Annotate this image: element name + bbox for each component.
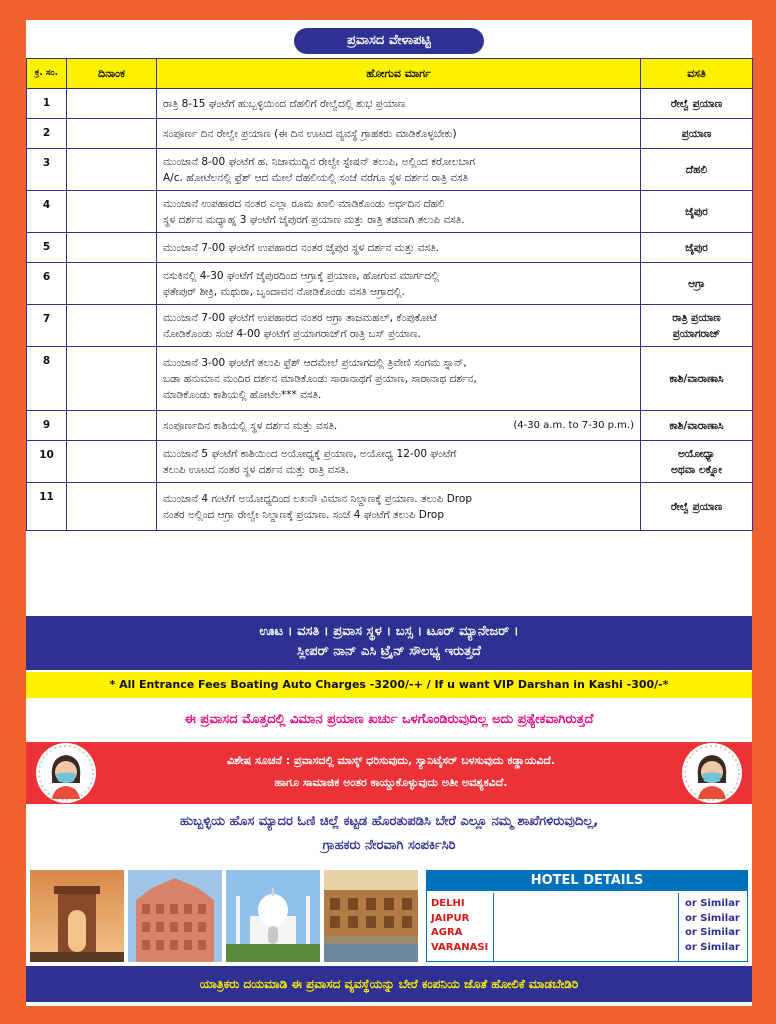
row-number: 10 [27, 441, 67, 483]
stay-line: ದೆಹಲಿ [685, 163, 708, 176]
hotel-similar: or Similar [685, 898, 740, 909]
stay-line: ರಾತ್ರಿ ಪ್ರಯಾಣ [672, 311, 721, 324]
row-date [67, 233, 157, 263]
hotel-city: DELHI [431, 898, 465, 909]
alert-line-1: ವಿಶೇಷ ಸೂಚನೆ : ಪ್ರವಾಸದಲ್ಲಿ ಮಾಸ್ಕ್ ಧರಿಸುವುದು, ಸ್ಯಾನಿಟೈಸರ್ ಬಳಸುವುದು ಕಡ್ಡಾಯವಿದೆ. [226, 754, 556, 767]
row-number: 1 [27, 89, 67, 119]
route-line: ಫತೇಪುರ್ ಶೀಕ್ರಿ, ಮಥುರಾ, ಬೃಂದಾವನ ನೋಡಿಕೊಂಡು ವಸತಿ ಆಗ್ರಾದಲ್ಲಿ. [163, 285, 406, 298]
route-line: ಸಂಪೂರ್ಣದಿನ ಕಾಶಿಯಲ್ಲಿ ಸ್ಥಳ ದರ್ಶನ ಮತ್ತು ವಸತಿ. [163, 419, 338, 432]
route-line: ಮುಂಜಾನೆ 8-00 ಘಂಟೆಗೆ ಹ. ನಿಜಾಮುದ್ದಿನ ರೇಲ್ವೇ ಸ್ಟೇಷನ್ ತಲುಪಿ, ಅಲ್ಲಿಂದ ಕರೋಲಬಾಗ [163, 155, 476, 168]
row-stay [641, 119, 753, 149]
table-row [27, 89, 753, 119]
route-line: ನೋಡಿಕೊಂಡು ಸಂಜೆ 4-00 ಘಂಟೆಗೆ ಪ್ರಯಾಗರಾಜ್‌ಗೆ ರಾತ್ರಿ ಬಸ್ ಪ್ರಯಾಣ. [163, 327, 421, 340]
stay-line: ರೇಲ್ವೆ ಪ್ರಯಾಣ [670, 97, 723, 110]
stay-line: ಪ್ರಯಾಣ [681, 127, 712, 140]
row-route [157, 233, 641, 263]
route-line: ಮುಂಜಾನೆ 3-00 ಘಂಟೆಗೆ ತಲುಪಿ ಫ್ರೆಶ್ ಆದಮೇಲೆ ಪ್ರಯಾಗದಲ್ಲಿ ತ್ರಿವೇಣಿ ಸಂಗಮ ಸ್ನಾನ್, [163, 356, 467, 369]
hotel-city: AGRA [431, 927, 463, 938]
row-route [157, 411, 641, 441]
row-date [67, 347, 157, 411]
row-route [157, 89, 641, 119]
mask-person-icon [36, 743, 96, 803]
route-line: ಸಂಪೂರ್ಣ ದಿನ ರೇಲ್ವೇ ಪ್ರಯಾಣ (ಈ ದಿನ ಊಟದ ವ್ಯವಸ್ಥೆ ಗ್ರಾಹಕರು ಮಾಡಿಕೊಳ್ಳಬೇಕು) [163, 127, 457, 140]
table-row [27, 191, 753, 233]
header-serial: ಕ್ರ. ಸಂ. [27, 59, 67, 89]
stay-line: ಅಯೋಧ್ಯಾ [677, 447, 715, 460]
facilities-line-2: ಸ್ಲೀಪರ್ ನಾನ್ ಎಸಿ ಟ್ರೈನ್ ಸೌಲಭ್ಯ ಇರುತ್ತದೆ [297, 644, 481, 659]
row-route [157, 119, 641, 149]
row-route [157, 305, 641, 347]
row-stay [641, 441, 753, 483]
footer-notice: ಯಾತ್ರಿಕರು ದಯಮಾಡಿ ಈ ಪ್ರವಾಸದ ವ್ಯವಸ್ಥೆಯನ್ನು ಬೇರೆ ಕಂಪನಿಯ ಜೊತೆ ಹೋಲಿಕೆ ಮಾಡಬೇಡಿರಿ [26, 966, 752, 1002]
row-number: 8 [27, 347, 67, 411]
branch-notice [26, 810, 752, 862]
row-stay [641, 89, 753, 119]
row-stay [641, 347, 753, 411]
hotel-similar-list [685, 897, 747, 955]
row-number: 11 [27, 483, 67, 531]
table-row [27, 483, 753, 531]
table-row [27, 263, 753, 305]
route-line: ಮುಂಜಾನೆ 5 ಘಂಟೆಗೆ ಕಾಶಿಯಿಂದ ಅಯೋಧ್ಯಕ್ಕೆ ಪ್ರಯಾಣ, ಅಯೋಧ್ಯ 12-00 ಘಂಟೆಗೆ [163, 447, 457, 460]
row-date [67, 483, 157, 531]
row-number: 9 [27, 411, 67, 441]
route-line: ಮಾಡಿಕೊಂಡು ಕಾಶಿಯಲ್ಲಿ ಹೋಟೆಲ*** ವಸತಿ. [163, 388, 322, 401]
row-route [157, 441, 641, 483]
route-line: ಮುಂಜಾನೆ 4 ಗಂಟೆಗೆ ಅಯೋಧ್ಯದಿಂದ ಲಖನೌ ವಿಮಾನ ನಿಲ್ದಾಣಕ್ಕೆ ಪ್ರಯಾಣ. ತಲುಪಿ Drop [163, 492, 472, 505]
row-route [157, 149, 641, 191]
alert-line-2: ಹಾಗೂ ಸಾಮಾಜಿಕ ಅಂತರ ಕಾಯ್ದುಕೊಳ್ಳುವುದು ಅತೀ ಅವಶ್ಯಕವಿದೆ. [274, 776, 508, 789]
row-date [67, 119, 157, 149]
row-date [67, 191, 157, 233]
india-gate-photo [30, 870, 124, 962]
row-date [67, 263, 157, 305]
table-row [27, 149, 753, 191]
row-number: 2 [27, 119, 67, 149]
stay-line: ಪ್ರಯಾಗರಾಜ್ [672, 327, 721, 340]
safety-alert [26, 742, 752, 804]
header-route: ಹೋಗುವ ಮಾರ್ಗ [157, 59, 641, 89]
stay-line: ಜೈಪುರ [685, 241, 708, 254]
row-route [157, 347, 641, 411]
row-stay [641, 233, 753, 263]
row-date [67, 411, 157, 441]
hotel-names-box [493, 893, 679, 961]
hotel-similar: or Similar [685, 941, 740, 953]
charges-banner: * All Entrance Fees Boating Auto Charges -3200/-+ / If u want VIP Darshan in Kashi -300/-* [26, 672, 752, 698]
varanasi-ghat-photo [324, 870, 418, 962]
alert-text [96, 750, 686, 794]
row-number: 4 [27, 191, 67, 233]
stay-line: ಜೈಪುರ [685, 205, 708, 218]
row-stay [641, 305, 753, 347]
stay-line: ಕಾಶಿ/ವಾರಾಣಾಸಿ [669, 419, 724, 432]
table-row [27, 119, 753, 149]
route-line: ನಂತರ ಅಲ್ಲಿಂದ ಆಗ್ರಾ ರೇಲ್ವೇ ನಿಲ್ದಾಣಕ್ಕೆ ಪ್ರಯಾಣ. ಸಂಜೆ 4 ಘಂಟೆಗೆ ತಲುಪಿ Drop [163, 508, 445, 521]
stay-line: ಕಾಶಿ/ವಾರಾಣಾಸಿ [669, 372, 724, 385]
header-date: ದಿನಾಂಕ [67, 59, 157, 89]
hotel-cities [431, 897, 491, 955]
route-line: ಬಡಾ ಹನುಮಾನ ಮಂದಿರ ದರ್ಶನ ಮಾಡಿಕೊಂಡು ಸಾರಾನಾಥಗೆ ಪ್ರಯಾಣ, ಸಾರಾನಾಥ ದರ್ಶನ, [163, 372, 477, 385]
row-route [157, 191, 641, 233]
row-stay [641, 411, 753, 441]
page-title: ಪ್ರವಾಸದ ವೇಳಾಪಟ್ಟಿ [294, 28, 484, 54]
row-stay [641, 191, 753, 233]
route-line: ಮುಂಜಾನೆ 7-00 ಘಂಟೆಗೆ ಉಪಹಾರದ ನಂತರ ಆಗ್ರಾ ತಾಜಮಹಲ್, ಕೆಂಪುಕೋಟೆ [163, 311, 437, 324]
stay-line: ಆಗ್ರಾ [688, 277, 705, 290]
row-stay [641, 149, 753, 191]
row-number: 3 [27, 149, 67, 191]
destination-photos [30, 870, 422, 962]
route-time-note: (4-30 a.m. to 7-30 p.m.) [513, 419, 634, 431]
row-date [67, 305, 157, 347]
branch-line-1: ಹುಬ್ಬಳ್ಳಿಯ ಹೊಸ ಮ್ಯಾದರ ಓಣಿ ಚಿಲ್ಲೆ ಕಟ್ಟಡ ಹೊರತುಪಡಿಸಿ ಬೇರೆ ಎಲ್ಲೂ ನಮ್ಮ ಶಾಖೆಗಳಿರುವುದಿಲ್ಲ, [179, 814, 599, 829]
stay-line: ಅಥವಾ ಲಕ್ನೋ [671, 463, 722, 476]
hotel-details-title: HOTEL DETAILS [427, 871, 747, 891]
row-stay [641, 263, 753, 305]
itinerary-poster [26, 20, 752, 1006]
row-date [67, 441, 157, 483]
table-row [27, 441, 753, 483]
table-row [27, 233, 753, 263]
row-route [157, 263, 641, 305]
table-row [27, 305, 753, 347]
row-number: 7 [27, 305, 67, 347]
route-line: ನಸುಕಿನಲ್ಲಿ 4-30 ಘಂಟೆಗೆ ಜೈಪುರದಿಂದ ಆಗ್ರಾಕ್ಕೆ ಪ್ರಯಾಣ, ಹೋಗುವ ಮಾರ್ಗದಲ್ಲಿ [163, 269, 440, 282]
route-line: ಮುಂಜಾನೆ 7-00 ಘಂಟೆಗೆ ಉಪಹಾರದ ನಂತರ ಜೈಪುರ ಸ್ಥಳ ದರ್ಶನ ಮತ್ತು ವಸತಿ. [163, 241, 440, 254]
facilities-banner [26, 616, 752, 670]
header-stay: ವಸತಿ [641, 59, 753, 89]
hotel-details-panel [426, 870, 748, 962]
stay-line: ರೇಲ್ವೆ ಪ್ರಯಾಣ [670, 500, 723, 513]
row-date [67, 149, 157, 191]
hotel-city: JAIPUR [431, 912, 470, 924]
table-header-row [27, 59, 753, 89]
taj-mahal-photo [226, 870, 320, 962]
row-stay [641, 483, 753, 531]
route-line: ತಲುಪಿ ಊಟದ ನಂತರ ಸ್ಥಳ ದರ್ಶನ ಮತ್ತು ರಾತ್ರಿ ವಸತಿ. [163, 463, 349, 476]
hotel-city: VARANASI [431, 941, 489, 953]
route-line: A/c. ಹೋಟೆಲನಲ್ಲಿ ಫ್ರೆಶ್ ಆದ ಮೇಲೆ ದೆಹಲಿಯಲ್ಲಿ ಸಂಜೆ ವರೆಗೂ ಸ್ಥಳ ದರ್ಶನ ರಾತ್ರಿ ವಸತಿ [163, 171, 469, 184]
route-line: ಸ್ಥಳ ದರ್ಶನ ಮಧ್ಯಾಹ್ನ 3 ಘಂಟೆಗೆ ಜೈಪುರಗೆ ಪ್ರಯಾಣ ಮತ್ತು ರಾತ್ರಿ ತಡವಾಗಿ ತಲುಪಿ ವಸತಿ. [163, 213, 465, 226]
route-line: ಮುಂಜಾನೆ ಉಪಹಾರದ ನಂತರ ಎಲ್ಲಾ ರೂಮ ಖಾಲಿ ಮಾಡಿಕೊಂಡು ಅರ್ಧದಿನ ದೆಹಲಿ [163, 197, 445, 210]
hotel-similar: or Similar [685, 912, 740, 924]
row-number: 6 [27, 263, 67, 305]
facilities-line-1: ಊಟ । ವಸತಿ । ಪ್ರವಾಸ ಸ್ಥಳ । ಬಸ್ಸ । ಟೂರ್ ಮ್ಯಾನೇಜರ್ । [259, 624, 519, 639]
mask-person-icon [682, 743, 742, 803]
hotel-similar: or Similar [685, 927, 740, 938]
route-line-wrap [163, 418, 634, 434]
table-row [27, 411, 753, 441]
table-row [27, 347, 753, 411]
hawa-mahal-photo [128, 870, 222, 962]
row-route [157, 483, 641, 531]
row-number: 5 [27, 233, 67, 263]
branch-line-2: ಗ್ರಾಹಕರು ನೇರವಾಗಿ ಸಂಪರ್ಕಿಸಿರಿ [322, 838, 456, 853]
airfare-note: ಈ ಪ್ರವಾಸದ ಮೊತ್ತದಲ್ಲಿ ವಿಮಾನ ಪ್ರಯಾಣ ಖರ್ಚು ಒಳಗೊಂಡಿರುವುದಿಲ್ಲ ಅದು ಪ್ರತ್ಯೇಕವಾಗಿರುತ್ತದೆ [184, 712, 594, 727]
route-line: ರಾತ್ರಿ 8-15 ಘಂಟೆಗೆ ಹುಬ್ಬಳ್ಳಿಯಿಂದ ದೆಹಲಿಗೆ ರೇಲ್ವೆದಲ್ಲಿ ಶುಭ ಪ್ರಯಾಣ [163, 97, 406, 110]
row-date [67, 89, 157, 119]
itinerary-table [26, 58, 753, 531]
